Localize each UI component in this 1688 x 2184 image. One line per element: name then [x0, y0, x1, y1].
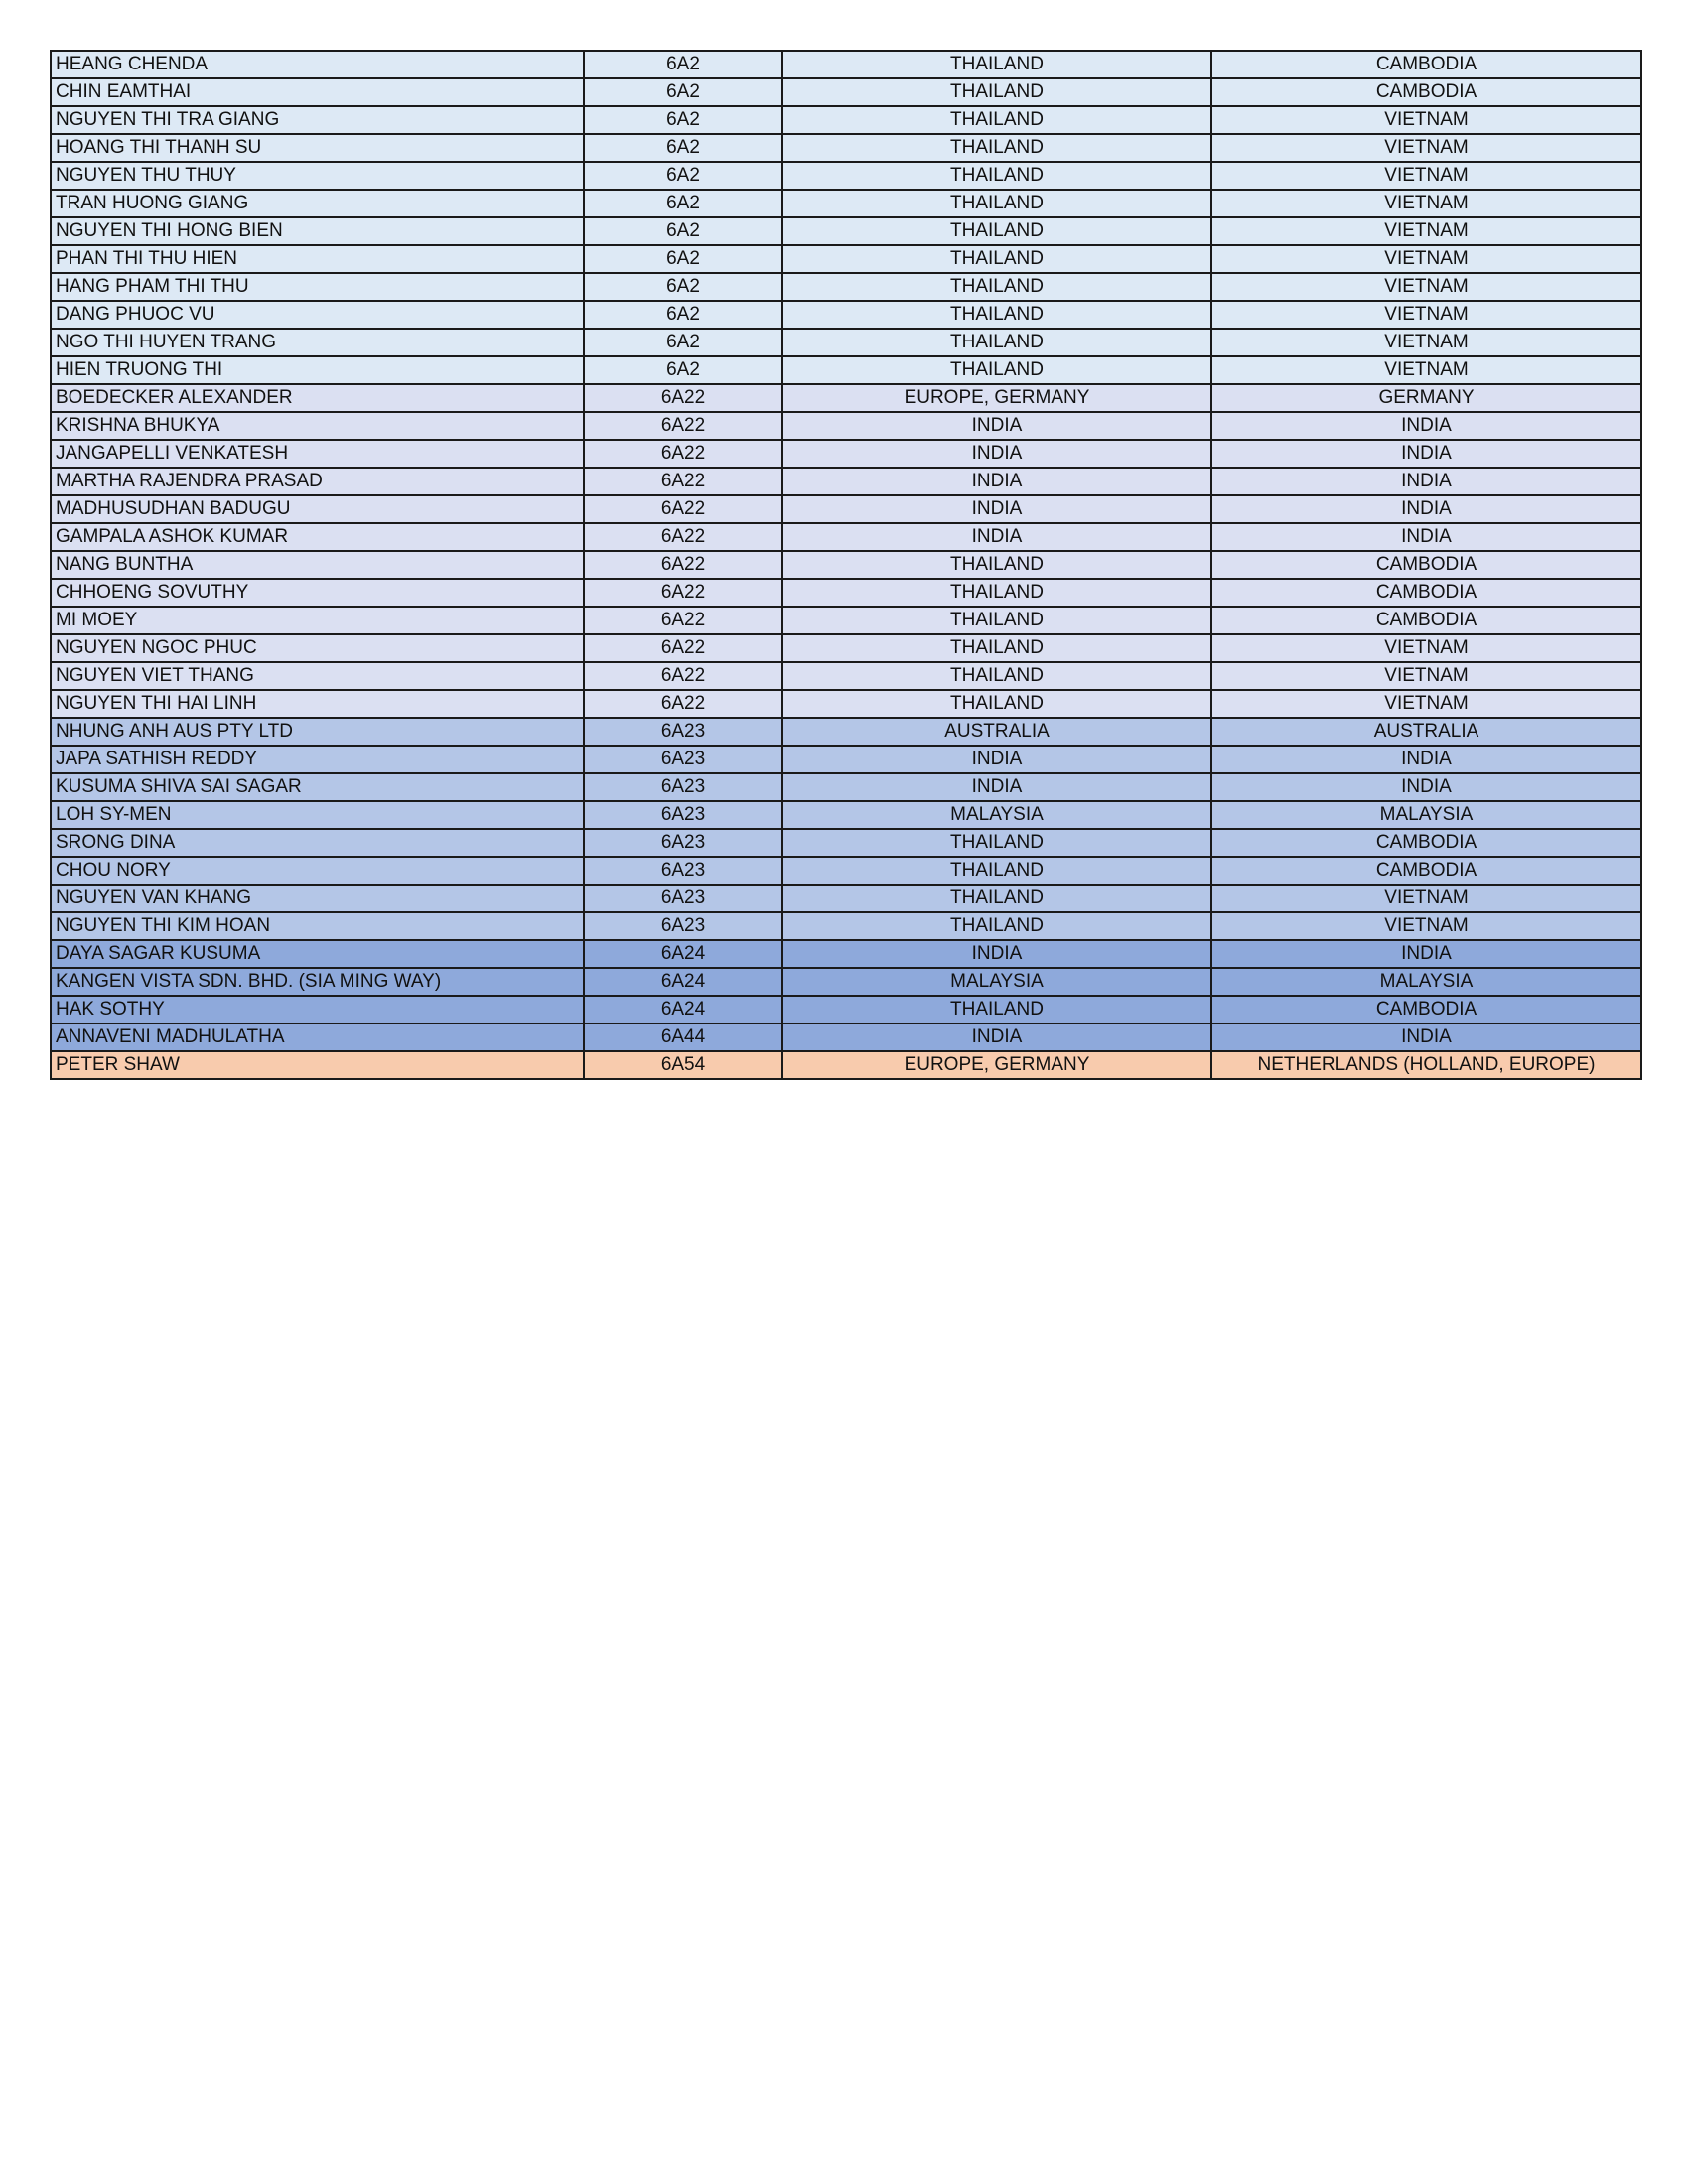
- code-cell: 6A54: [584, 1051, 782, 1079]
- to-country-cell: INDIA: [1211, 1024, 1641, 1051]
- code-cell: 6A22: [584, 634, 782, 662]
- name-cell: NGUYEN THI HAI LINH: [51, 690, 584, 718]
- code-cell: 6A2: [584, 134, 782, 162]
- name-cell: ANNAVENI MADHULATHA: [51, 1024, 584, 1051]
- table-row: [51, 690, 1641, 718]
- data-table: [50, 50, 1642, 1080]
- from-region-cell: THAILAND: [782, 607, 1211, 634]
- name-cell: BOEDECKER ALEXANDER: [51, 384, 584, 412]
- from-region-cell: THAILAND: [782, 634, 1211, 662]
- code-cell: 6A23: [584, 857, 782, 885]
- code-cell: 6A23: [584, 801, 782, 829]
- table-row: [51, 412, 1641, 440]
- to-country-cell: CAMBODIA: [1211, 857, 1641, 885]
- table-row: [51, 162, 1641, 190]
- code-cell: 6A22: [584, 662, 782, 690]
- to-country-cell: INDIA: [1211, 468, 1641, 495]
- to-country-cell: NETHERLANDS (HOLLAND, EUROPE): [1211, 1051, 1641, 1079]
- code-cell: 6A2: [584, 78, 782, 106]
- code-cell: 6A2: [584, 301, 782, 329]
- table-row: [51, 634, 1641, 662]
- table-row: [51, 718, 1641, 746]
- from-region-cell: THAILAND: [782, 245, 1211, 273]
- table-row: [51, 245, 1641, 273]
- code-cell: 6A22: [584, 579, 782, 607]
- code-cell: 6A24: [584, 968, 782, 996]
- table-body: [51, 51, 1641, 1079]
- name-cell: HAK SOTHY: [51, 996, 584, 1024]
- to-country-cell: VIETNAM: [1211, 106, 1641, 134]
- to-country-cell: VIETNAM: [1211, 245, 1641, 273]
- from-region-cell: MALAYSIA: [782, 968, 1211, 996]
- code-cell: 6A23: [584, 829, 782, 857]
- to-country-cell: VIETNAM: [1211, 190, 1641, 217]
- code-cell: 6A2: [584, 329, 782, 356]
- name-cell: NGUYEN THI TRA GIANG: [51, 106, 584, 134]
- to-country-cell: INDIA: [1211, 523, 1641, 551]
- from-region-cell: THAILAND: [782, 329, 1211, 356]
- name-cell: HANG PHAM THI THU: [51, 273, 584, 301]
- from-region-cell: MALAYSIA: [782, 801, 1211, 829]
- code-cell: 6A22: [584, 523, 782, 551]
- name-cell: HEANG CHENDA: [51, 51, 584, 78]
- from-region-cell: THAILAND: [782, 690, 1211, 718]
- to-country-cell: VIETNAM: [1211, 134, 1641, 162]
- from-region-cell: THAILAND: [782, 829, 1211, 857]
- table-row: [51, 857, 1641, 885]
- code-cell: 6A23: [584, 773, 782, 801]
- code-cell: 6A23: [584, 746, 782, 773]
- table-row: [51, 329, 1641, 356]
- table-row: [51, 940, 1641, 968]
- table-row: [51, 1024, 1641, 1051]
- to-country-cell: VIETNAM: [1211, 634, 1641, 662]
- to-country-cell: VIETNAM: [1211, 273, 1641, 301]
- from-region-cell: THAILAND: [782, 579, 1211, 607]
- to-country-cell: VIETNAM: [1211, 690, 1641, 718]
- table-row: [51, 746, 1641, 773]
- name-cell: NGUYEN THU THUY: [51, 162, 584, 190]
- name-cell: DANG PHUOC VU: [51, 301, 584, 329]
- code-cell: 6A2: [584, 162, 782, 190]
- to-country-cell: CAMBODIA: [1211, 829, 1641, 857]
- code-cell: 6A24: [584, 996, 782, 1024]
- to-country-cell: INDIA: [1211, 495, 1641, 523]
- from-region-cell: INDIA: [782, 523, 1211, 551]
- table-row: [51, 356, 1641, 384]
- from-region-cell: INDIA: [782, 495, 1211, 523]
- name-cell: KANGEN VISTA SDN. BHD. (SIA MING WAY): [51, 968, 584, 996]
- table-row: [51, 301, 1641, 329]
- table-row: [51, 217, 1641, 245]
- from-region-cell: AUSTRALIA: [782, 718, 1211, 746]
- from-region-cell: INDIA: [782, 773, 1211, 801]
- code-cell: 6A22: [584, 384, 782, 412]
- to-country-cell: INDIA: [1211, 440, 1641, 468]
- name-cell: NGUYEN VAN KHANG: [51, 885, 584, 912]
- from-region-cell: THAILAND: [782, 51, 1211, 78]
- code-cell: 6A2: [584, 217, 782, 245]
- name-cell: NGO THI HUYEN TRANG: [51, 329, 584, 356]
- code-cell: 6A22: [584, 690, 782, 718]
- from-region-cell: THAILAND: [782, 857, 1211, 885]
- from-region-cell: THAILAND: [782, 134, 1211, 162]
- code-cell: 6A23: [584, 885, 782, 912]
- table-row: [51, 468, 1641, 495]
- name-cell: JANGAPELLI VENKATESH: [51, 440, 584, 468]
- to-country-cell: CAMBODIA: [1211, 51, 1641, 78]
- to-country-cell: VIETNAM: [1211, 885, 1641, 912]
- from-region-cell: THAILAND: [782, 662, 1211, 690]
- code-cell: 6A22: [584, 440, 782, 468]
- from-region-cell: THAILAND: [782, 190, 1211, 217]
- name-cell: CHIN EAMTHAI: [51, 78, 584, 106]
- table-row: [51, 968, 1641, 996]
- name-cell: MADHUSUDHAN BADUGU: [51, 495, 584, 523]
- to-country-cell: INDIA: [1211, 940, 1641, 968]
- from-region-cell: INDIA: [782, 746, 1211, 773]
- table-row: [51, 78, 1641, 106]
- code-cell: 6A22: [584, 551, 782, 579]
- name-cell: PETER SHAW: [51, 1051, 584, 1079]
- name-cell: CHHOENG SOVUTHY: [51, 579, 584, 607]
- to-country-cell: INDIA: [1211, 746, 1641, 773]
- name-cell: LOH SY-MEN: [51, 801, 584, 829]
- from-region-cell: THAILAND: [782, 106, 1211, 134]
- table-row: [51, 190, 1641, 217]
- to-country-cell: CAMBODIA: [1211, 579, 1641, 607]
- to-country-cell: VIETNAM: [1211, 329, 1641, 356]
- table-row: [51, 273, 1641, 301]
- table-row: [51, 440, 1641, 468]
- from-region-cell: INDIA: [782, 440, 1211, 468]
- to-country-cell: VIETNAM: [1211, 301, 1641, 329]
- table-row: [51, 1051, 1641, 1079]
- name-cell: NGUYEN THI KIM HOAN: [51, 912, 584, 940]
- from-region-cell: INDIA: [782, 412, 1211, 440]
- to-country-cell: VIETNAM: [1211, 217, 1641, 245]
- name-cell: NGUYEN THI HONG BIEN: [51, 217, 584, 245]
- table-row: [51, 51, 1641, 78]
- name-cell: KRISHNA BHUKYA: [51, 412, 584, 440]
- to-country-cell: MALAYSIA: [1211, 801, 1641, 829]
- table-row: [51, 773, 1641, 801]
- from-region-cell: THAILAND: [782, 551, 1211, 579]
- code-cell: 6A2: [584, 245, 782, 273]
- from-region-cell: THAILAND: [782, 78, 1211, 106]
- to-country-cell: MALAYSIA: [1211, 968, 1641, 996]
- name-cell: HIEN TRUONG THI: [51, 356, 584, 384]
- name-cell: DAYA SAGAR KUSUMA: [51, 940, 584, 968]
- from-region-cell: THAILAND: [782, 912, 1211, 940]
- from-region-cell: THAILAND: [782, 356, 1211, 384]
- from-region-cell: INDIA: [782, 940, 1211, 968]
- from-region-cell: EUROPE, GERMANY: [782, 384, 1211, 412]
- to-country-cell: CAMBODIA: [1211, 996, 1641, 1024]
- code-cell: 6A22: [584, 468, 782, 495]
- table-row: [51, 495, 1641, 523]
- table-row: [51, 885, 1641, 912]
- table-row: [51, 551, 1641, 579]
- name-cell: MARTHA RAJENDRA PRASAD: [51, 468, 584, 495]
- code-cell: 6A2: [584, 356, 782, 384]
- name-cell: HOANG THI THANH SU: [51, 134, 584, 162]
- code-cell: 6A23: [584, 912, 782, 940]
- code-cell: 6A2: [584, 51, 782, 78]
- from-region-cell: THAILAND: [782, 162, 1211, 190]
- to-country-cell: INDIA: [1211, 773, 1641, 801]
- from-region-cell: THAILAND: [782, 217, 1211, 245]
- name-cell: GAMPALA ASHOK KUMAR: [51, 523, 584, 551]
- code-cell: 6A44: [584, 1024, 782, 1051]
- from-region-cell: THAILAND: [782, 273, 1211, 301]
- name-cell: PHAN THI THU HIEN: [51, 245, 584, 273]
- name-cell: TRAN HUONG GIANG: [51, 190, 584, 217]
- name-cell: MI MOEY: [51, 607, 584, 634]
- to-country-cell: CAMBODIA: [1211, 607, 1641, 634]
- to-country-cell: GERMANY: [1211, 384, 1641, 412]
- to-country-cell: INDIA: [1211, 412, 1641, 440]
- code-cell: 6A2: [584, 190, 782, 217]
- table-row: [51, 829, 1641, 857]
- table-row: [51, 579, 1641, 607]
- table-row: [51, 801, 1641, 829]
- code-cell: 6A22: [584, 412, 782, 440]
- from-region-cell: THAILAND: [782, 996, 1211, 1024]
- to-country-cell: VIETNAM: [1211, 912, 1641, 940]
- table-row: [51, 607, 1641, 634]
- code-cell: 6A2: [584, 273, 782, 301]
- name-cell: JAPA SATHISH REDDY: [51, 746, 584, 773]
- code-cell: 6A2: [584, 106, 782, 134]
- from-region-cell: THAILAND: [782, 301, 1211, 329]
- table-row: [51, 523, 1641, 551]
- from-region-cell: INDIA: [782, 1024, 1211, 1051]
- table-row: [51, 662, 1641, 690]
- name-cell: KUSUMA SHIVA SAI SAGAR: [51, 773, 584, 801]
- to-country-cell: VIETNAM: [1211, 162, 1641, 190]
- to-country-cell: VIETNAM: [1211, 356, 1641, 384]
- from-region-cell: THAILAND: [782, 885, 1211, 912]
- table-row: [51, 384, 1641, 412]
- to-country-cell: CAMBODIA: [1211, 551, 1641, 579]
- table-row: [51, 134, 1641, 162]
- code-cell: 6A22: [584, 495, 782, 523]
- name-cell: CHOU NORY: [51, 857, 584, 885]
- table-row: [51, 996, 1641, 1024]
- name-cell: NANG BUNTHA: [51, 551, 584, 579]
- name-cell: NGUYEN NGOC PHUC: [51, 634, 584, 662]
- name-cell: SRONG DINA: [51, 829, 584, 857]
- table-row: [51, 912, 1641, 940]
- to-country-cell: VIETNAM: [1211, 662, 1641, 690]
- table-row: [51, 106, 1641, 134]
- code-cell: 6A24: [584, 940, 782, 968]
- from-region-cell: EUROPE, GERMANY: [782, 1051, 1211, 1079]
- name-cell: NHUNG ANH AUS PTY LTD: [51, 718, 584, 746]
- to-country-cell: CAMBODIA: [1211, 78, 1641, 106]
- name-cell: NGUYEN VIET THANG: [51, 662, 584, 690]
- from-region-cell: INDIA: [782, 468, 1211, 495]
- code-cell: 6A22: [584, 607, 782, 634]
- code-cell: 6A23: [584, 718, 782, 746]
- to-country-cell: AUSTRALIA: [1211, 718, 1641, 746]
